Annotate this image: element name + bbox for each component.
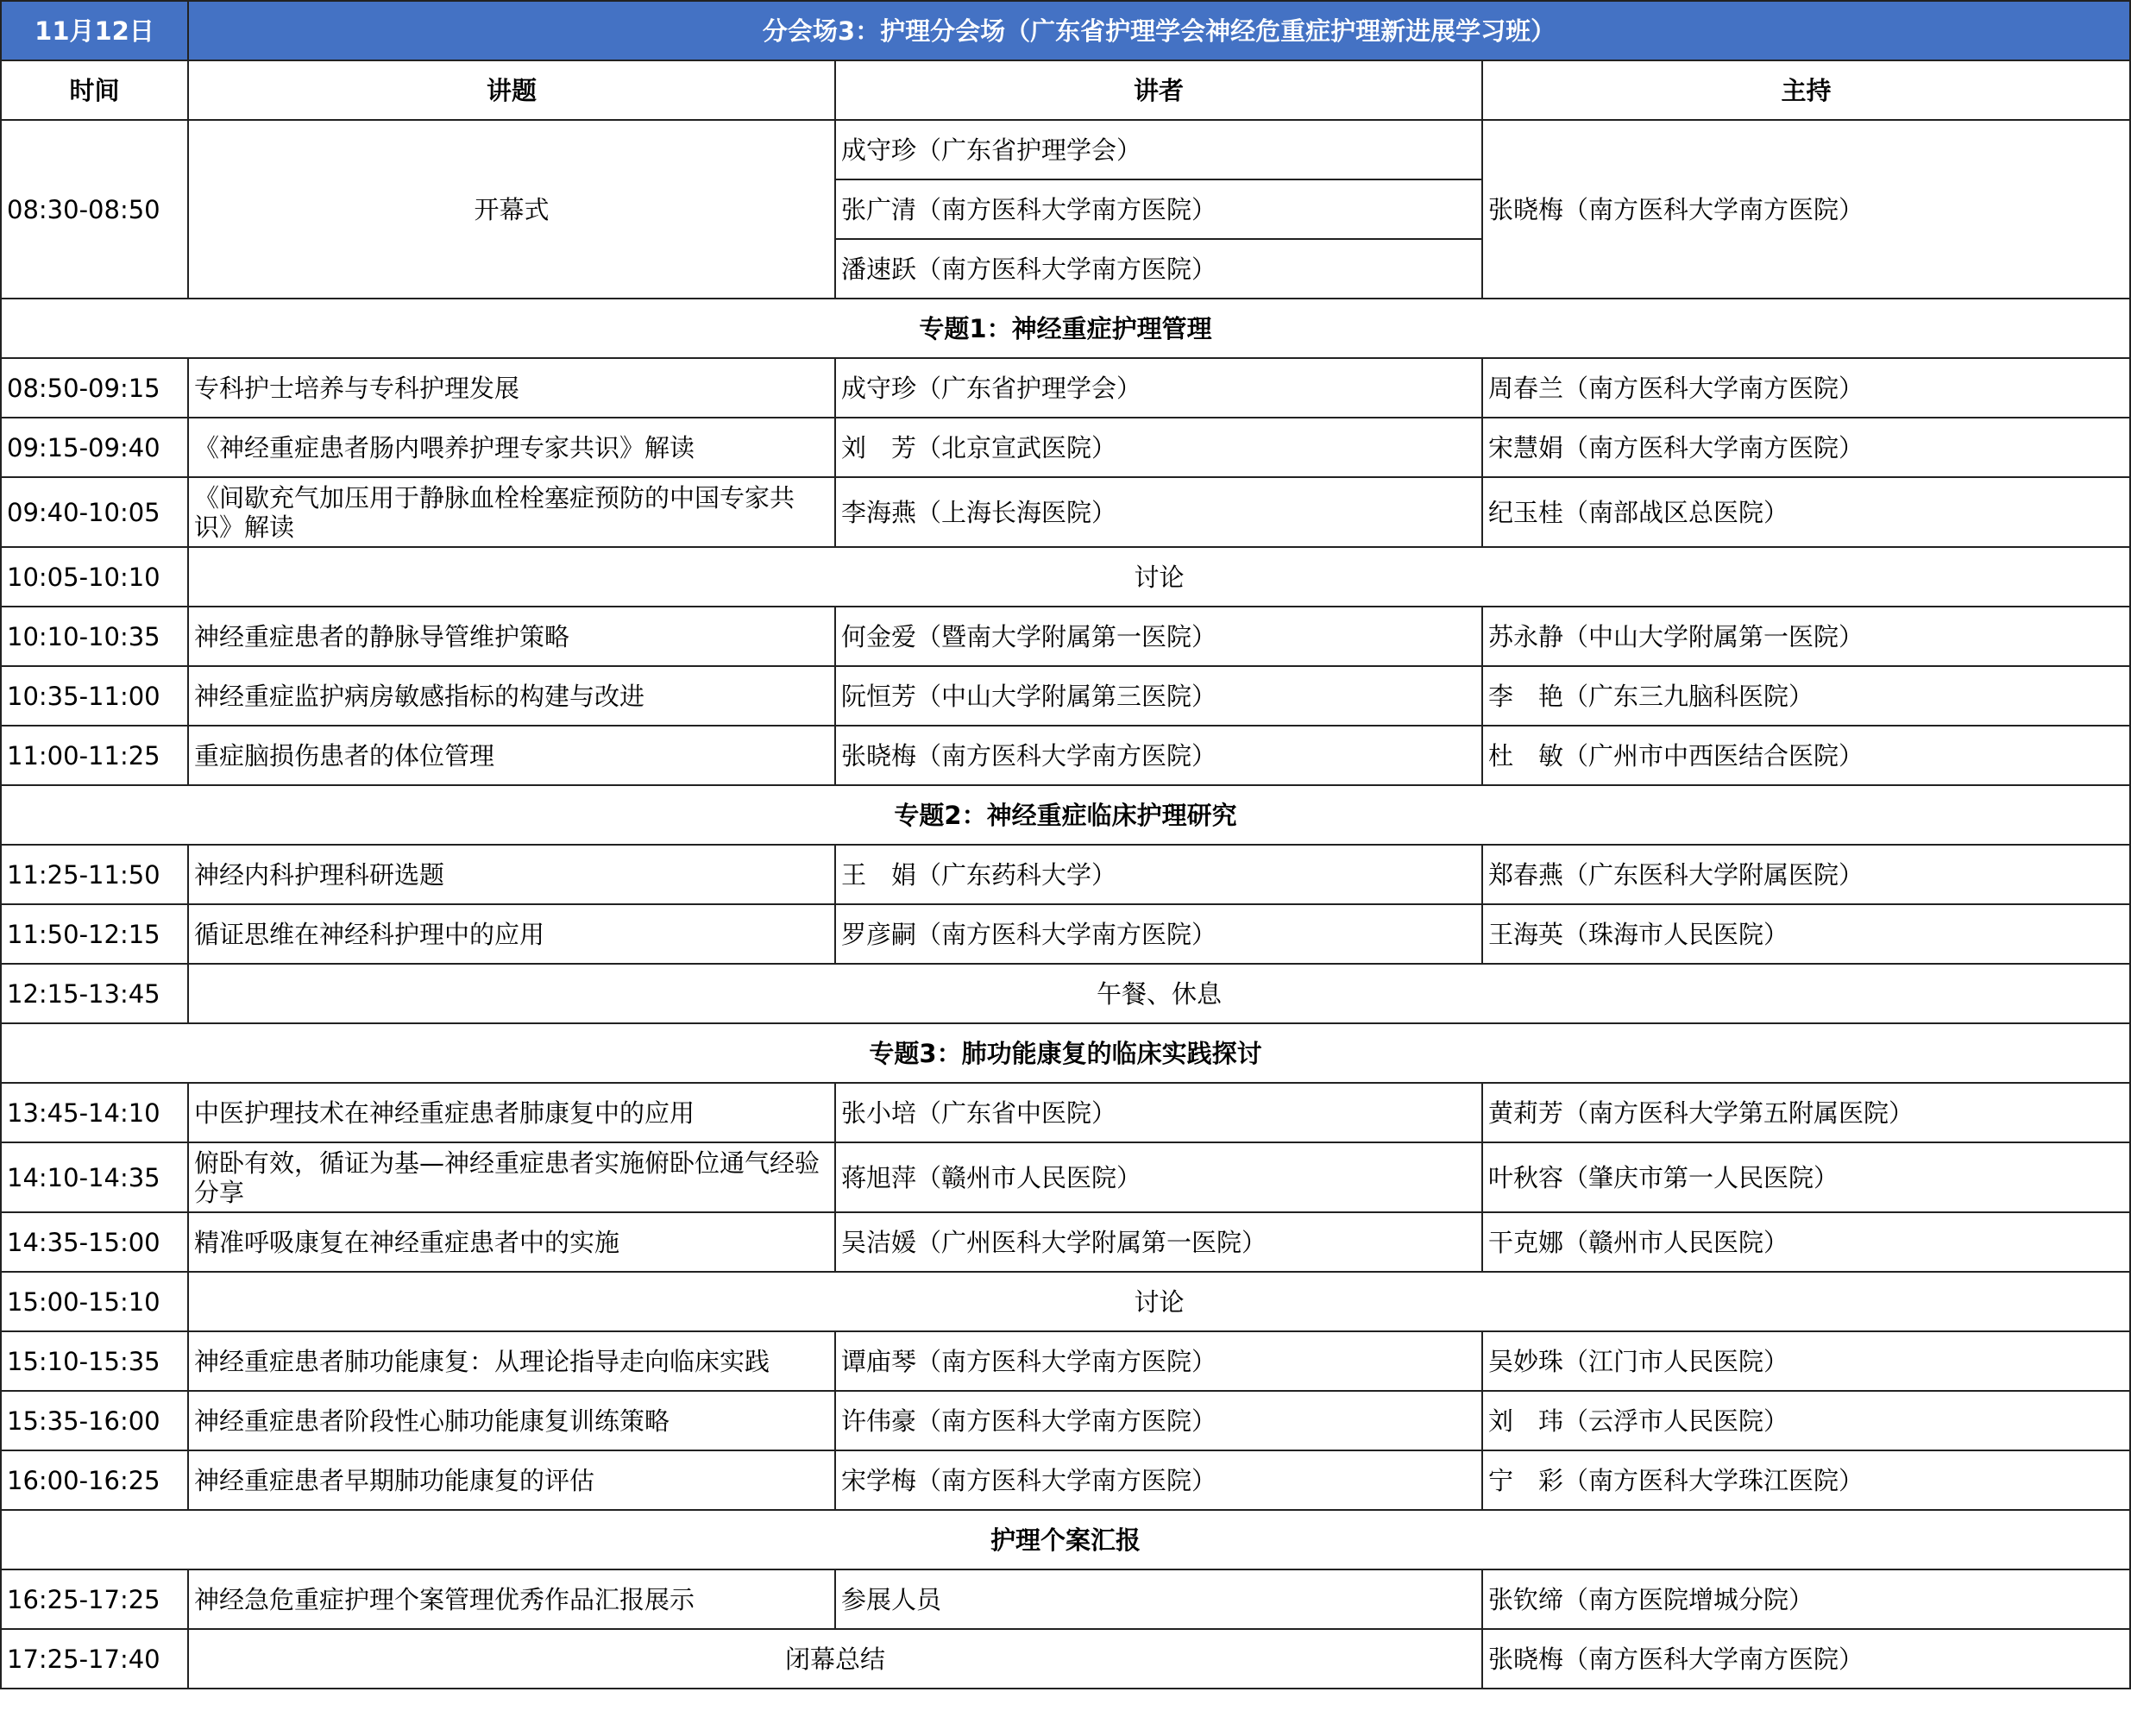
table-row <box>1 1142 2130 1212</box>
col-header-topic: 讲题 <box>188 60 835 120</box>
section-row <box>1 299 2130 358</box>
time-cell: 17:25-17:40 <box>1 1629 188 1689</box>
time-cell: 13:45-14:10 <box>1 1083 188 1142</box>
speaker-cell: 许伟豪（南方医科大学南方医院） <box>835 1391 1482 1450</box>
time-cell: 08:30-08:50 <box>1 120 188 299</box>
time-cell: 08:50-09:15 <box>1 358 188 418</box>
section-title: 护理个案汇报 <box>1 1510 2130 1569</box>
host-cell: 黄莉芳（南方医科大学第五附属医院） <box>1482 1083 2130 1142</box>
speaker-cell: 王 娟（广东药科大学） <box>835 845 1482 904</box>
host-cell: 张钦缔（南方医院增城分院） <box>1482 1569 2130 1629</box>
topic-cell: 精准呼吸康复在神经重症患者中的实施 <box>188 1212 835 1272</box>
venue-title: 分会场3：护理分会场（广东省护理学会神经危重症护理新进展学习班） <box>188 1 2130 60</box>
topic-cell: 神经重症患者早期肺功能康复的评估 <box>188 1450 835 1510</box>
speaker-cell: 罗彦嗣（南方医科大学南方医院） <box>835 904 1482 964</box>
merged-cell: 讨论 <box>188 547 2130 607</box>
host-cell: 叶秋容（肇庆市第一人民医院） <box>1482 1142 2130 1212</box>
section-row <box>1 1023 2130 1083</box>
table-row <box>1 358 2130 418</box>
time-cell: 15:10-15:35 <box>1 1331 188 1391</box>
speaker-cell: 成守珍（广东省护理学会） <box>835 120 1482 179</box>
table-row <box>1 1391 2130 1450</box>
speaker-cell: 刘 芳（北京宣武医院） <box>835 418 1482 477</box>
speaker-cell: 何金爱（暨南大学附属第一医院） <box>835 607 1482 666</box>
host-cell: 周春兰（南方医科大学南方医院） <box>1482 358 2130 418</box>
speaker-cell: 张广清（南方医科大学南方医院） <box>835 179 1482 239</box>
topic-cell: 神经重症监护病房敏感指标的构建与改进 <box>188 666 835 726</box>
table-row <box>1 726 2130 785</box>
opening-row <box>1 120 2130 179</box>
time-cell: 14:35-15:00 <box>1 1212 188 1272</box>
table-row <box>1 1331 2130 1391</box>
host-cell: 宋慧娟（南方医科大学南方医院） <box>1482 418 2130 477</box>
section-row <box>1 785 2130 845</box>
time-cell: 15:00-15:10 <box>1 1272 188 1331</box>
speaker-cell: 李海燕（上海长海医院） <box>835 477 1482 547</box>
speaker-cell: 阮恒芳（中山大学附属第三医院） <box>835 666 1482 726</box>
time-cell: 09:40-10:05 <box>1 477 188 547</box>
host-cell: 刘 玮（云浮市人民医院） <box>1482 1391 2130 1450</box>
table-row <box>1 1629 2130 1689</box>
topic-cell: 神经重症患者肺功能康复：从理论指导走向临床实践 <box>188 1331 835 1391</box>
table-row <box>1 1450 2130 1510</box>
speaker-cell: 成守珍（广东省护理学会） <box>835 358 1482 418</box>
table-row <box>1 845 2130 904</box>
section-row <box>1 1510 2130 1569</box>
time-cell: 10:10-10:35 <box>1 607 188 666</box>
topic-cell: 神经内科护理科研选题 <box>188 845 835 904</box>
host-cell: 苏永静（中山大学附属第一医院） <box>1482 607 2130 666</box>
time-cell: 14:10-14:35 <box>1 1142 188 1212</box>
merged-cell: 午餐、休息 <box>188 964 2130 1023</box>
table-row <box>1 904 2130 964</box>
column-header-row <box>1 60 2130 120</box>
time-cell: 12:15-13:45 <box>1 964 188 1023</box>
header-row <box>1 1 2130 60</box>
time-cell: 09:15-09:40 <box>1 418 188 477</box>
table-row <box>1 666 2130 726</box>
host-cell: 宁 彩（南方医科大学珠江医院） <box>1482 1450 2130 1510</box>
topic-cell: 《间歇充气加压用于静脉血栓栓塞症预防的中国专家共识》解读 <box>188 477 835 547</box>
speaker-cell: 参展人员 <box>835 1569 1482 1629</box>
speaker-cell: 吴洁媛（广州医科大学附属第一医院） <box>835 1212 1482 1272</box>
speaker-cell: 蒋旭萍（赣州市人民医院） <box>835 1142 1482 1212</box>
table-row <box>1 477 2130 547</box>
topic-cell: 神经急危重症护理个案管理优秀作品汇报展示 <box>188 1569 835 1629</box>
host-cell: 纪玉桂（南部战区总医院） <box>1482 477 2130 547</box>
topic-cell: 神经重症患者阶段性心肺功能康复训练策略 <box>188 1391 835 1450</box>
topic-cell: 专科护士培养与专科护理发展 <box>188 358 835 418</box>
merged-cell: 闭幕总结 <box>188 1629 1482 1689</box>
topic-cell: 俯卧有效，循证为基—神经重症患者实施俯卧位通气经验分享 <box>188 1142 835 1212</box>
time-cell: 11:50-12:15 <box>1 904 188 964</box>
time-cell: 16:25-17:25 <box>1 1569 188 1629</box>
host-cell: 郑春燕（广东医科大学附属医院） <box>1482 845 2130 904</box>
time-cell: 10:35-11:00 <box>1 666 188 726</box>
table-row <box>1 1212 2130 1272</box>
speaker-cell: 潘速跃（南方医科大学南方医院） <box>835 239 1482 299</box>
topic-cell: 重症脑损伤患者的体位管理 <box>188 726 835 785</box>
host-cell: 张晓梅（南方医科大学南方医院） <box>1482 1629 2130 1689</box>
time-cell: 11:25-11:50 <box>1 845 188 904</box>
table-row <box>1 964 2130 1023</box>
host-cell: 吴妙珠（江门市人民医院） <box>1482 1331 2130 1391</box>
col-header-speaker: 讲者 <box>835 60 1482 120</box>
time-cell: 10:05-10:10 <box>1 547 188 607</box>
host-cell: 张晓梅（南方医科大学南方医院） <box>1482 120 2130 299</box>
speaker-cell: 张晓梅（南方医科大学南方医院） <box>835 726 1482 785</box>
host-cell: 王海英（珠海市人民医院） <box>1482 904 2130 964</box>
section-title: 专题3：肺功能康复的临床实践探讨 <box>1 1023 2130 1083</box>
table-row <box>1 1569 2130 1629</box>
section-title: 专题2：神经重症临床护理研究 <box>1 785 2130 845</box>
table-row <box>1 547 2130 607</box>
table-row <box>1 1083 2130 1142</box>
topic-cell: 开幕式 <box>188 120 835 299</box>
time-cell: 15:35-16:00 <box>1 1391 188 1450</box>
topic-cell: 循证思维在神经科护理中的应用 <box>188 904 835 964</box>
topic-cell: 中医护理技术在神经重症患者肺康复中的应用 <box>188 1083 835 1142</box>
date-cell: 11月12日 <box>1 1 188 60</box>
section-title: 专题1：神经重症护理管理 <box>1 299 2130 358</box>
topic-cell: 神经重症患者的静脉导管维护策略 <box>188 607 835 666</box>
col-header-host: 主持 <box>1482 60 2130 120</box>
merged-cell: 讨论 <box>188 1272 2130 1331</box>
table-row <box>1 1272 2130 1331</box>
host-cell: 杜 敏（广州市中西医结合医院） <box>1482 726 2130 785</box>
host-cell: 干克娜（赣州市人民医院） <box>1482 1212 2130 1272</box>
speaker-cell: 宋学梅（南方医科大学南方医院） <box>835 1450 1482 1510</box>
time-cell: 16:00-16:25 <box>1 1450 188 1510</box>
table-row <box>1 418 2130 477</box>
topic-cell: 《神经重症患者肠内喂养护理专家共识》解读 <box>188 418 835 477</box>
speaker-cell: 谭庙琴（南方医科大学南方医院） <box>835 1331 1482 1391</box>
speaker-cell: 张小培（广东省中医院） <box>835 1083 1482 1142</box>
col-header-time: 时间 <box>1 60 188 120</box>
host-cell: 李 艳（广东三九脑科医院） <box>1482 666 2130 726</box>
time-cell: 11:00-11:25 <box>1 726 188 785</box>
table-row <box>1 607 2130 666</box>
